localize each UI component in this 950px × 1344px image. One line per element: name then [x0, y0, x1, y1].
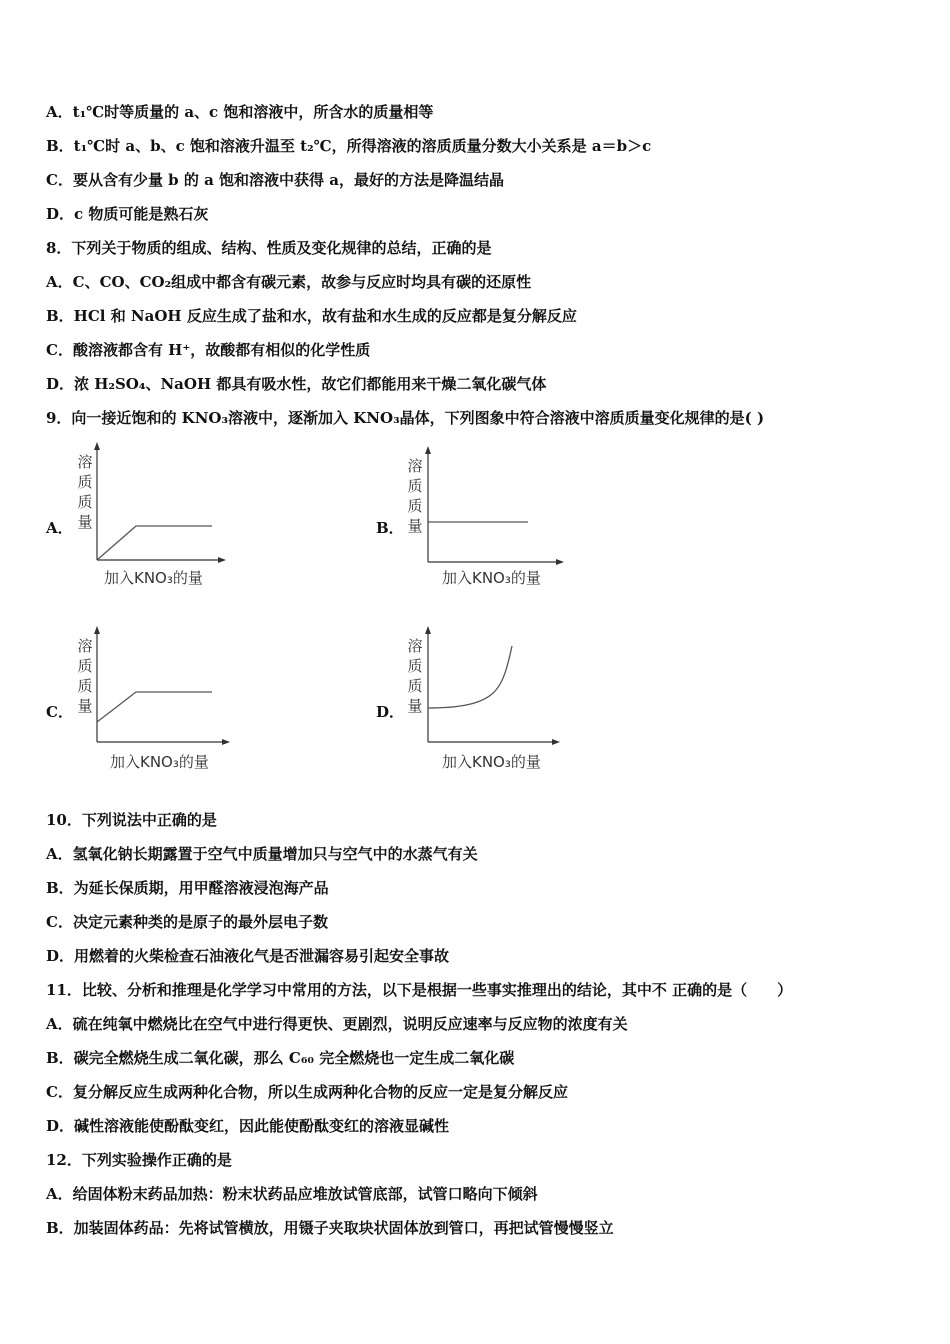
q11-stem: 11．比较、分析和推理是化学学习中常用的方法，以下是根据一些事实推理出的结论，其中不 正确的是（ ）: [46, 981, 793, 999]
q9-graph-a-ylabel: 溶 质 质 量: [77, 453, 93, 531]
q7-option-c: C．要从含有少量 b 的 a 饱和溶液中获得 a，最好的方法是降温结晶: [46, 171, 504, 189]
q7-option-a: A．t₁℃时等质量的 a、c 饱和溶液中，所含水的质量相等: [46, 103, 434, 121]
q11-option-c: C．复分解反应生成两种化合物，所以生成两种化合物的反应一定是复分解反应: [46, 1083, 568, 1101]
q9-graph-a-xlabel: 加入KNO₃的量: [104, 569, 203, 587]
q12-option-b: B．加装固体药品：先将试管横放，用镊子夹取块状固体放到管口，再把试管慢慢竖立: [46, 1219, 614, 1237]
q9-graph-b-xlabel: 加入KNO₃的量: [442, 569, 541, 587]
q8-option-b: B．HCl 和 NaOH 反应生成了盐和水，故有盐和水生成的反应都是复分解反应: [46, 307, 577, 325]
q9-graph-d-curve: [428, 646, 512, 708]
q10-stem: 10．下列说法中正确的是: [46, 811, 217, 829]
q9-graph-c-ylabel: 溶 质 质 量: [77, 637, 93, 715]
q10-option-a: A．氢氧化钠长期露置于空气中质量增加只与空气中的水蒸气有关: [46, 845, 478, 863]
q9-graph-d-xlabel: 加入KNO₃的量: [442, 753, 541, 771]
q10-option-b: B．为延长保质期，用甲醛溶液浸泡海产品: [46, 879, 329, 897]
q9-graph-d: [420, 624, 570, 750]
q11-option-a: A．硫在纯氧中燃烧比在空气中进行得更快、更剧烈，说明反应速率与反应物的浓度有关: [46, 1015, 628, 1033]
q12-option-a: A．给固体粉末药品加热：粉末状药品应堆放试管底部，试管口略向下倾斜: [46, 1185, 538, 1203]
q10-option-c: C．决定元素种类的是原子的最外层电子数: [46, 913, 328, 931]
q9-graph-b-ylabel: 溶 质 质 量: [407, 457, 423, 535]
q9-graph-a-curve: [97, 526, 212, 560]
q12-stem: 12．下列实验操作正确的是: [46, 1151, 232, 1169]
q9-graph-d-ylabel: 溶 质 质 量: [407, 637, 423, 715]
q8-option-d: D．浓 H₂SO₄、NaOH 都具有吸水性，故它们都能用来干燥二氧化碳气体: [46, 375, 547, 393]
q11-option-d: D．碱性溶液能使酚酞变红，因此能使酚酞变红的溶液显碱性: [46, 1117, 450, 1135]
q8-option-a: A．C、CO、CO₂组成中都含有碳元素，故参与反应时均具有碳的还原性: [46, 273, 532, 291]
q8-stem: 8．下列关于物质的组成、结构、性质及变化规律的总结，正确的是: [46, 239, 492, 257]
q7-option-b: B．t₁℃时 a、b、c 饱和溶液升温至 t₂℃，所得溶液的溶质质量分数大小关系是 a＝b＞c: [46, 137, 652, 155]
q9-graph-a: [90, 440, 230, 570]
q9-graph-b-label: B．: [376, 519, 404, 537]
q10-option-d: D．用燃着的火柴检查石油液化气是否泄漏容易引起安全事故: [46, 947, 450, 965]
q9-graph-c-xlabel: 加入KNO₃的量: [110, 753, 209, 771]
q9-graph-c: [90, 624, 240, 750]
q9-graph-b: [420, 444, 570, 570]
q9-graph-c-label: C．: [46, 703, 73, 721]
q8-option-c: C．酸溶液都含有 H⁺，故酸都有相似的化学性质: [46, 341, 371, 359]
q9-stem: 9．向一接近饱和的 KNO₃溶液中，逐渐加入 KNO₃晶体，下列图象中符合溶液中溶质质量变化规律的是( ): [46, 409, 765, 427]
q9-graph-a-label: A．: [46, 519, 73, 537]
q11-option-b: B．碳完全燃烧生成二氧化碳，那么 C₆₀ 完全燃烧也一定生成二氧化碳: [46, 1049, 515, 1067]
q9-graph-c-curve: [97, 692, 212, 722]
q9-graph-d-label: D．: [376, 703, 405, 721]
q7-option-d: D．c 物质可能是熟石灰: [46, 205, 209, 223]
